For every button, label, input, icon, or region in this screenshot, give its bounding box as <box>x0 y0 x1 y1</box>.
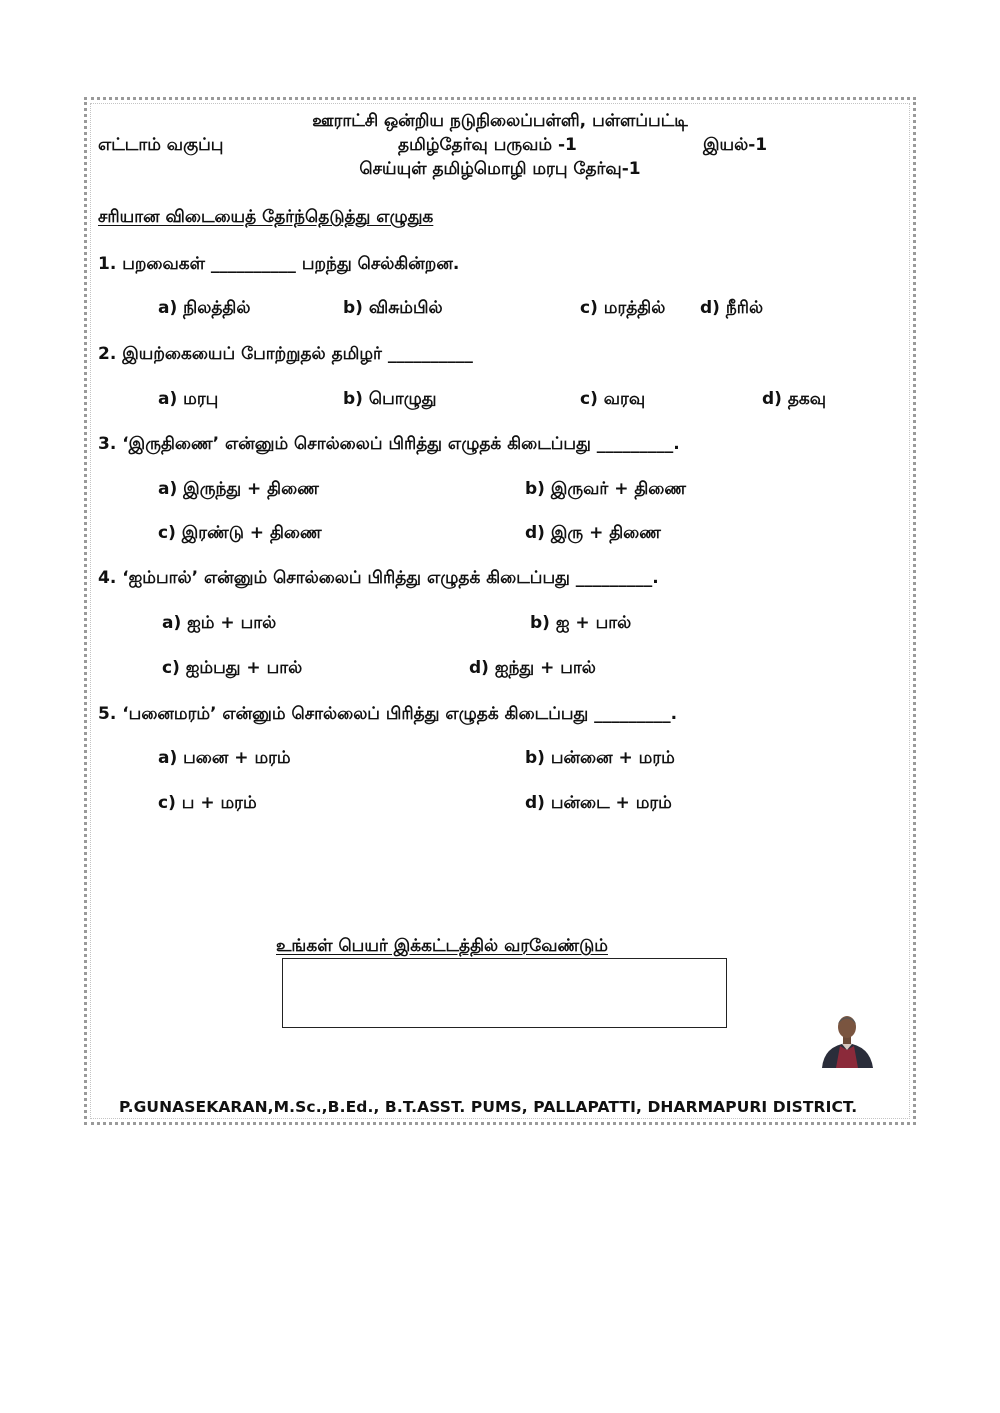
q4-option-c[interactable]: c) ஐம்பது + பால் <box>162 658 303 678</box>
question-4: 4. ‘ஐம்பால்’ என்னும் சொல்லைப் பிரித்து எழுதக் கிடைப்பது _________. <box>98 568 659 588</box>
exam-label: தமிழ்தேர்வு பருவம் -1 <box>398 135 577 155</box>
q2-option-c[interactable]: c) வரவு <box>580 389 646 409</box>
question-2: 2. இயற்கையைப் போற்றுதல் தமிழர் __________ <box>98 344 473 364</box>
q4-option-d[interactable]: d) ஐந்து + பால் <box>469 658 596 678</box>
q3-option-a[interactable]: a) இருந்து + திணை <box>158 479 319 499</box>
q3-option-c[interactable]: c) இரண்டு + திணை <box>158 523 322 543</box>
question-5: 5. ‘பனைமரம்’ என்னும் சொல்லைப் பிரித்து எழுதக் கிடைப்பது _________. <box>98 704 678 724</box>
unit-label: இயல்-1 <box>703 135 768 155</box>
question-1: 1. பறவைகள் __________ பறந்து செல்கின்றன. <box>98 254 460 274</box>
q3-option-d[interactable]: d) இரு + திணை <box>525 523 661 543</box>
q5-option-d[interactable]: d) பன்டை + மரம் <box>525 793 672 813</box>
q1-option-c[interactable]: c) மரத்தில் <box>580 298 666 318</box>
class-label: எட்டாம் வகுப்பு <box>98 135 224 155</box>
question-3: 3. ‘இருதிணை’ என்னும் சொல்லைப் பிரித்து எழுதக் கிடைப்பது _________. <box>98 434 680 454</box>
q2-option-d[interactable]: d) தகவு <box>762 389 827 409</box>
q4-option-b[interactable]: b) ஐ + பால் <box>530 613 632 633</box>
name-prompt: உங்கள் பெயர் இக்கட்டத்தில் வரவேண்டும் <box>276 936 608 956</box>
q1-option-d[interactable]: d) நீரில் <box>700 298 764 318</box>
q5-option-c[interactable]: c) ப + மரம் <box>158 793 257 813</box>
q4-option-a[interactable]: a) ஐம் + பால் <box>162 613 277 633</box>
q2-option-b[interactable]: b) பொழுது <box>343 389 437 409</box>
instruction-heading: சரியான விடையைத் தேர்ந்தெடுத்து எழுதுக <box>98 207 434 227</box>
q5-option-b[interactable]: b) பன்னை + மரம் <box>525 748 675 768</box>
q2-option-a[interactable]: a) மரபு <box>158 389 219 409</box>
footer-credit: P.GUNASEKARAN,M.Sc.,B.Ed., B.T.ASST. PUMS, PALLAPATTI, DHARMAPURI DISTRICT. <box>119 1098 858 1116</box>
test-subtitle: செய்யுள் தமிழ்மொழி மரபு தேர்வு-1 <box>359 159 641 179</box>
school-name: ஊராட்சி ஒன்றிய நடுநிலைப்பள்ளி, பள்ளப்பட்டி <box>312 111 688 131</box>
name-input-box[interactable] <box>282 958 727 1028</box>
teacher-photo <box>820 1010 875 1068</box>
q1-option-b[interactable]: b) விசும்பில் <box>343 298 443 318</box>
q3-option-b[interactable]: b) இருவர் + திணை <box>525 479 687 499</box>
q5-option-a[interactable]: a) பனை + மரம் <box>158 748 291 768</box>
q1-option-a[interactable]: a) நிலத்தில் <box>158 298 251 318</box>
